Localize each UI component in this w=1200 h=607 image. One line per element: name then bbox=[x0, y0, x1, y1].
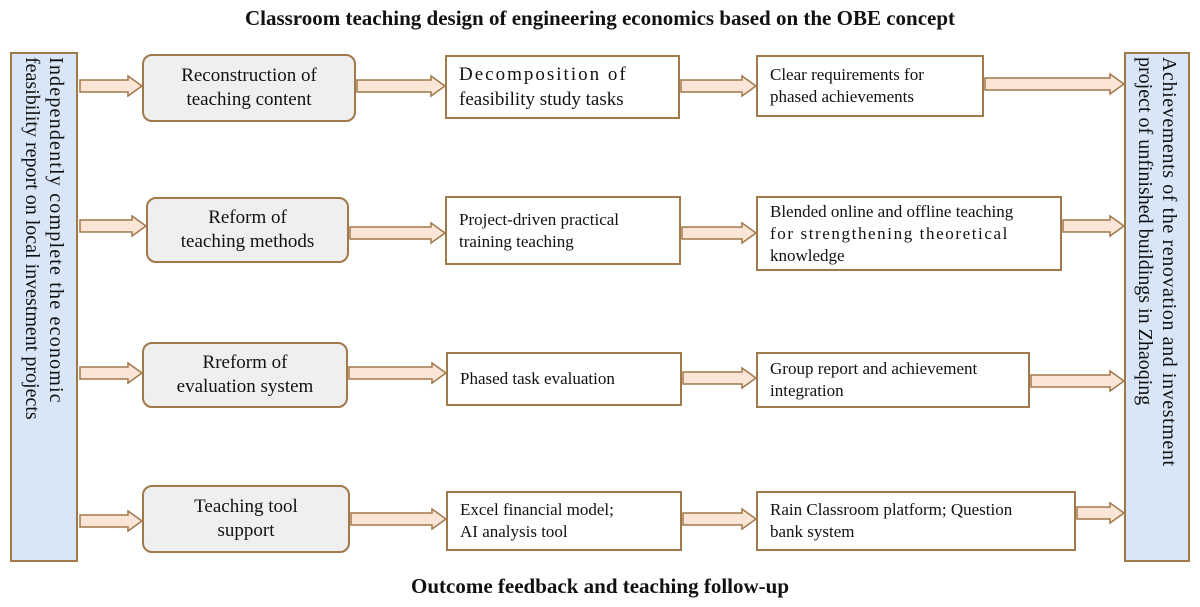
left-goal-line-2: feasibility report on local investment projects bbox=[21, 57, 43, 420]
flow-arrow bbox=[1063, 216, 1124, 236]
flow-arrow bbox=[350, 223, 445, 243]
footer-title: Outcome feedback and teaching follow-up bbox=[411, 574, 789, 598]
step-label-line: Clear requirements for bbox=[770, 65, 924, 84]
flow-arrow bbox=[985, 74, 1124, 94]
step-label-line: knowledge bbox=[770, 245, 845, 265]
category-box-evaluation bbox=[142, 342, 348, 408]
category-box-tools bbox=[142, 485, 350, 553]
page-title: Classroom teaching design of engineering economics based on the OBE concept bbox=[244, 6, 956, 30]
step-box-project-driven bbox=[445, 196, 681, 265]
step-label-line: Group report and achievement bbox=[770, 359, 978, 378]
category-label-line: Teaching tool bbox=[194, 496, 298, 517]
left-goal-panel bbox=[10, 52, 78, 562]
step-label-line: integration bbox=[770, 381, 844, 400]
flow-arrow bbox=[1077, 503, 1124, 523]
step-label-line: bank system bbox=[770, 522, 855, 541]
step-box-decomposition bbox=[445, 55, 680, 119]
step-label-line: for strengthening theoretical bbox=[770, 223, 1009, 243]
flow-arrow bbox=[683, 509, 756, 529]
step-label-line: Decomposition of bbox=[459, 64, 628, 85]
category-label-line: teaching content bbox=[186, 89, 312, 110]
left-goal-line-1: Independently complete the economic bbox=[45, 57, 67, 404]
step-label-line: training teaching bbox=[459, 231, 574, 251]
step-label-line: AI analysis tool bbox=[460, 522, 568, 541]
step-label-line: feasibility study tasks bbox=[459, 89, 624, 110]
right-outcome-text bbox=[1133, 57, 1181, 557]
right-outcome-panel bbox=[1124, 52, 1190, 562]
step-label-line: Rain Classroom platform; Question bbox=[770, 500, 1013, 519]
category-label-line: Reform of bbox=[208, 207, 287, 228]
category-label-line: teaching methods bbox=[180, 231, 315, 252]
left-goal-text bbox=[20, 57, 68, 557]
flow-arrow bbox=[349, 363, 446, 383]
flow-arrow bbox=[681, 76, 756, 96]
flow-arrow bbox=[683, 368, 756, 388]
flow-arrow bbox=[80, 363, 142, 383]
step-box-rain-classroom bbox=[756, 491, 1076, 551]
flow-arrow bbox=[1031, 371, 1124, 391]
flow-arrow bbox=[682, 223, 756, 243]
right-outcome-line-2: project of unfinished buildings in Zhaoqing bbox=[1134, 57, 1156, 406]
step-box-phased-evaluation bbox=[446, 352, 682, 406]
step-box-requirements bbox=[756, 55, 984, 117]
flow-arrow bbox=[357, 76, 445, 96]
flow-arrow bbox=[80, 76, 142, 96]
category-box-content bbox=[142, 54, 356, 122]
step-box-excel-ai bbox=[446, 491, 682, 551]
step-label-line: phased achievements bbox=[770, 87, 914, 106]
step-box-blended bbox=[756, 196, 1062, 271]
flow-arrow bbox=[80, 216, 146, 236]
category-label-line: support bbox=[217, 520, 275, 541]
step-label-line: Project-driven practical bbox=[459, 209, 620, 229]
step-label-line: Excel financial model; bbox=[460, 500, 614, 519]
right-outcome-line-1: Achievements of the renovation and investment bbox=[1158, 57, 1180, 467]
category-label-line: evaluation system bbox=[176, 376, 314, 397]
step-label-line: Blended online and offline teaching bbox=[770, 201, 1014, 221]
category-label-line: Reconstruction of bbox=[181, 65, 317, 86]
step-label-line: Phased task evaluation bbox=[460, 369, 615, 388]
flow-arrow bbox=[80, 511, 142, 531]
category-box-methods bbox=[146, 197, 349, 263]
flow-arrow bbox=[351, 509, 446, 529]
step-box-group-report bbox=[756, 352, 1030, 408]
category-label-line: Rreform of bbox=[202, 352, 288, 373]
